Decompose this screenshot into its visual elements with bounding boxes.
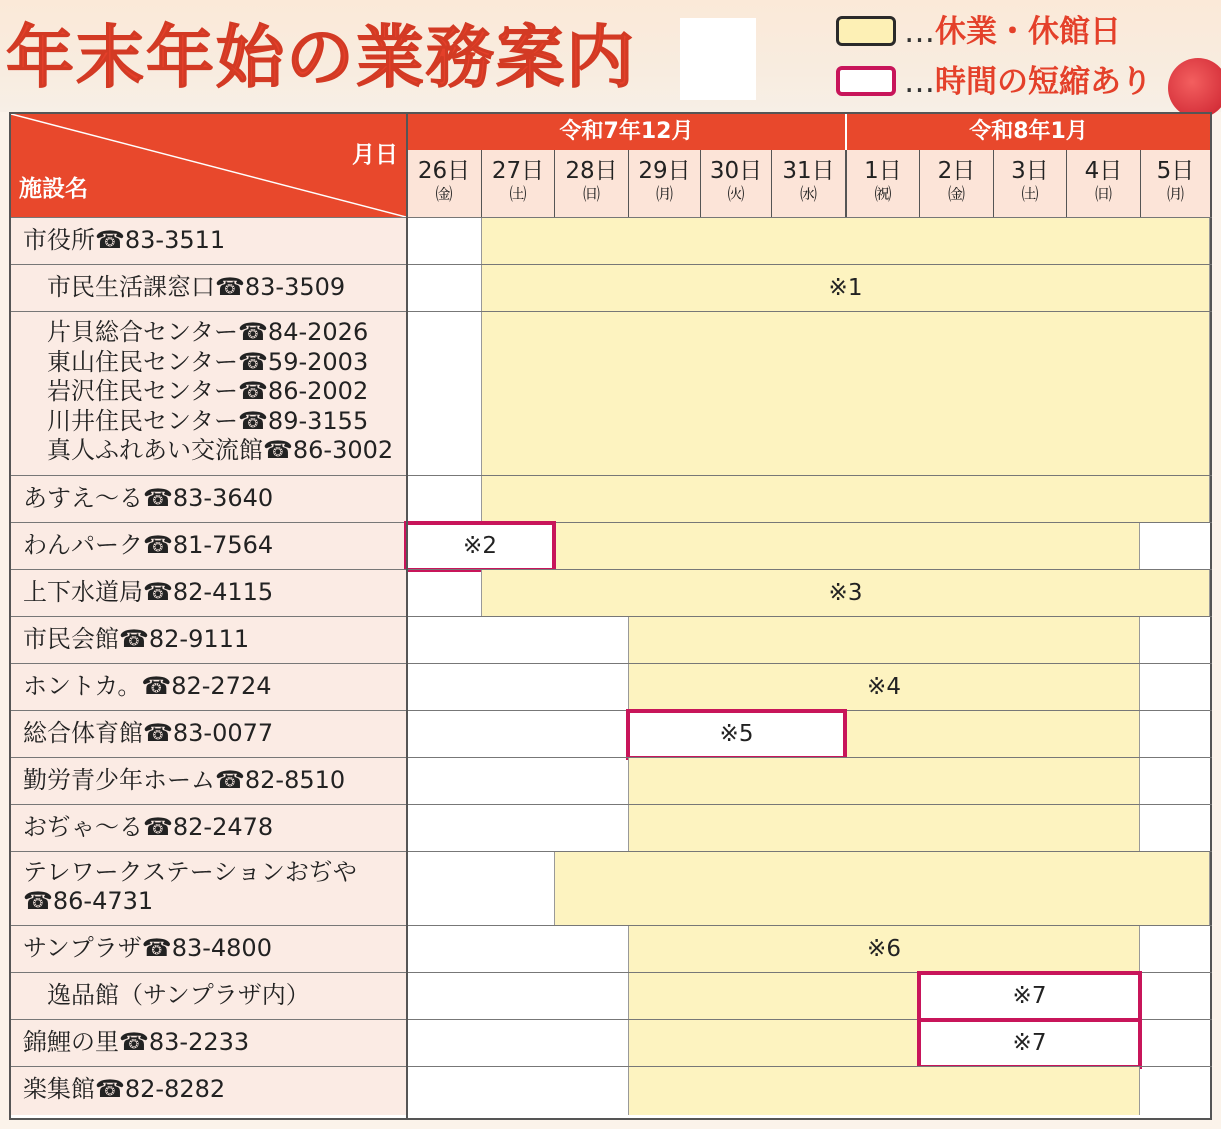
- facility-line: 総合体育館☎83-0077: [23, 719, 274, 747]
- facility-line: 逸品館（サンプラザ内）: [47, 981, 310, 1009]
- facility-name: [11, 264, 406, 311]
- day-weekday: ㈫: [727, 185, 745, 205]
- shortened-hours-box: ※2: [404, 521, 556, 572]
- day-number: 28日: [565, 158, 618, 184]
- facility-name: [11, 616, 406, 663]
- facility-line: 市民生活課窓口☎83-3509: [47, 273, 346, 301]
- day-weekday: ㈬: [800, 185, 817, 205]
- footnote-mark: ※4: [867, 674, 901, 700]
- facility-line: 片貝総合センター☎84-2026: [47, 318, 369, 346]
- closed-period: [628, 805, 1140, 851]
- facility-name: [11, 522, 406, 569]
- schedule-row: [406, 264, 1212, 311]
- day-header: [700, 150, 771, 217]
- legend-short-swatch: [836, 66, 896, 96]
- facility-name: [11, 1019, 406, 1066]
- closed-period: [481, 476, 1210, 522]
- legend-closed-swatch: [836, 16, 896, 46]
- schedule-row: [406, 1019, 1212, 1066]
- day-header: [554, 150, 628, 217]
- facility-name: [11, 1066, 406, 1115]
- schedule-row: [406, 1066, 1212, 1115]
- facility-name: [11, 972, 406, 1019]
- day-weekday: ㈯: [1021, 185, 1039, 205]
- column-divider: [406, 114, 408, 1118]
- facility-name: [11, 851, 406, 925]
- month-header: 令和7年12月: [406, 114, 845, 150]
- day-weekday: ㈮: [948, 185, 965, 205]
- schedule-row: [406, 217, 1212, 264]
- facility-line: 勤労青少年ホーム☎82-8510: [23, 766, 346, 794]
- closed-period: [628, 1067, 1140, 1115]
- closed-period: [481, 218, 1210, 264]
- facility-name: [11, 569, 406, 616]
- schedule-row: [406, 522, 1212, 569]
- facility-name: [11, 710, 406, 757]
- day-number: 30日: [709, 158, 763, 184]
- corner-month-label: 月日: [352, 142, 398, 168]
- closed-period: [628, 758, 1140, 804]
- ornament-ball-icon: [1168, 58, 1221, 118]
- schedule-row: [406, 616, 1212, 663]
- schedule-row: [406, 663, 1212, 710]
- facility-line: 楽集館☎82-8282: [23, 1075, 226, 1103]
- month-header: 令和8年1月: [845, 114, 1210, 150]
- facility-name: [11, 804, 406, 851]
- schedule-row: [406, 804, 1212, 851]
- facility-line: あすえ～る☎83-3640: [23, 484, 274, 512]
- day-weekday: ㈪: [1167, 185, 1184, 205]
- corner-facility-label: 施設名: [19, 176, 88, 202]
- table-corner-header: [11, 114, 406, 217]
- day-number: 26日: [417, 158, 471, 184]
- day-number: 31日: [782, 158, 835, 184]
- facility-line: 市民会館☎82-9111: [23, 625, 250, 653]
- shortened-hours-box: ※7: [917, 971, 1142, 1022]
- legend-closed-label: 休業・休館日: [935, 14, 1121, 50]
- facility-name: [11, 757, 406, 804]
- facility-line: 真人ふれあい交流館☎86-3002: [47, 436, 394, 464]
- day-number: 2日: [937, 158, 976, 184]
- facility-line: わんパーク☎81-7564: [23, 531, 274, 559]
- schedule-row: [406, 569, 1212, 616]
- closed-period: [554, 852, 1210, 925]
- shortened-hours-box: ※7: [917, 1018, 1142, 1069]
- day-header: [1066, 150, 1140, 217]
- legend-short-dots: …: [904, 64, 935, 100]
- schedule-row: [406, 972, 1212, 1019]
- facility-line: ☎86-4731: [23, 887, 154, 915]
- schedule-row: [406, 475, 1212, 522]
- facility-line: 川井住民センター☎89-3155: [47, 406, 369, 435]
- schedule-row: [406, 757, 1212, 804]
- facility-line: サンプラザ☎83-4800: [23, 934, 272, 962]
- day-weekday: ㈪: [656, 185, 673, 205]
- day-number: 4日: [1084, 158, 1123, 184]
- facility-line: 上下水道局☎82-4115: [23, 578, 274, 606]
- day-weekday: ㈯: [509, 185, 527, 205]
- facility-name: [11, 311, 406, 475]
- day-number: 27日: [491, 158, 545, 184]
- legend-closed-dots: …: [904, 14, 935, 50]
- day-number: 3日: [1011, 158, 1049, 184]
- legend-closed: [904, 14, 1121, 50]
- day-number: 5日: [1156, 158, 1195, 184]
- day-number: 1日: [864, 158, 902, 184]
- facility-line: 岩沢住民センター☎86-2002: [47, 377, 369, 405]
- footnote-mark: ※1: [828, 275, 863, 301]
- day-weekday: ㈷: [874, 185, 892, 205]
- closed-period: [481, 312, 1210, 475]
- facility-line: 錦鯉の里☎83-2233: [23, 1028, 250, 1056]
- schedule-row: [406, 925, 1212, 972]
- day-number: 29日: [638, 158, 691, 184]
- day-header: [993, 150, 1066, 217]
- facility-line: 東山住民センター☎59-2003: [47, 347, 369, 376]
- closed-period: [481, 523, 1140, 569]
- footnote-mark: ※3: [828, 580, 863, 606]
- closed-period: [628, 617, 1140, 663]
- footnote-mark: ※6: [867, 936, 901, 962]
- facility-line: おぢゃ～る☎82-2478: [23, 813, 274, 841]
- day-weekday: ㈰: [583, 185, 600, 205]
- facility-name: [11, 475, 406, 522]
- day-header: [845, 150, 919, 217]
- schedule-table: [9, 112, 1212, 1120]
- day-header: [1140, 150, 1210, 217]
- day-header: [919, 150, 993, 217]
- schedule-row: [406, 710, 1212, 757]
- schedule-row: [406, 311, 1212, 475]
- schedule-row: [406, 851, 1212, 925]
- legend-short-label: 時間の短縮あり: [935, 64, 1152, 100]
- facility-line: 市役所☎83-3511: [23, 226, 226, 254]
- facility-line: ホントカ。☎82-2724: [23, 672, 272, 700]
- facility-name: [11, 217, 406, 264]
- facility-line: テレワークステーションおぢや: [23, 858, 357, 886]
- day-weekday: ㈮: [435, 185, 453, 205]
- facility-name: [11, 663, 406, 710]
- day-weekday: ㈰: [1095, 185, 1112, 205]
- legend-short: [904, 64, 1152, 100]
- day-header: [771, 150, 845, 217]
- day-header: [406, 150, 481, 217]
- day-header: [628, 150, 700, 217]
- shortened-hours-box: ※5: [626, 709, 847, 760]
- page-title: 年末年始の業務案内: [6, 19, 637, 98]
- day-header: [481, 150, 554, 217]
- facility-name: [11, 925, 406, 972]
- title-blank-box: [680, 18, 756, 100]
